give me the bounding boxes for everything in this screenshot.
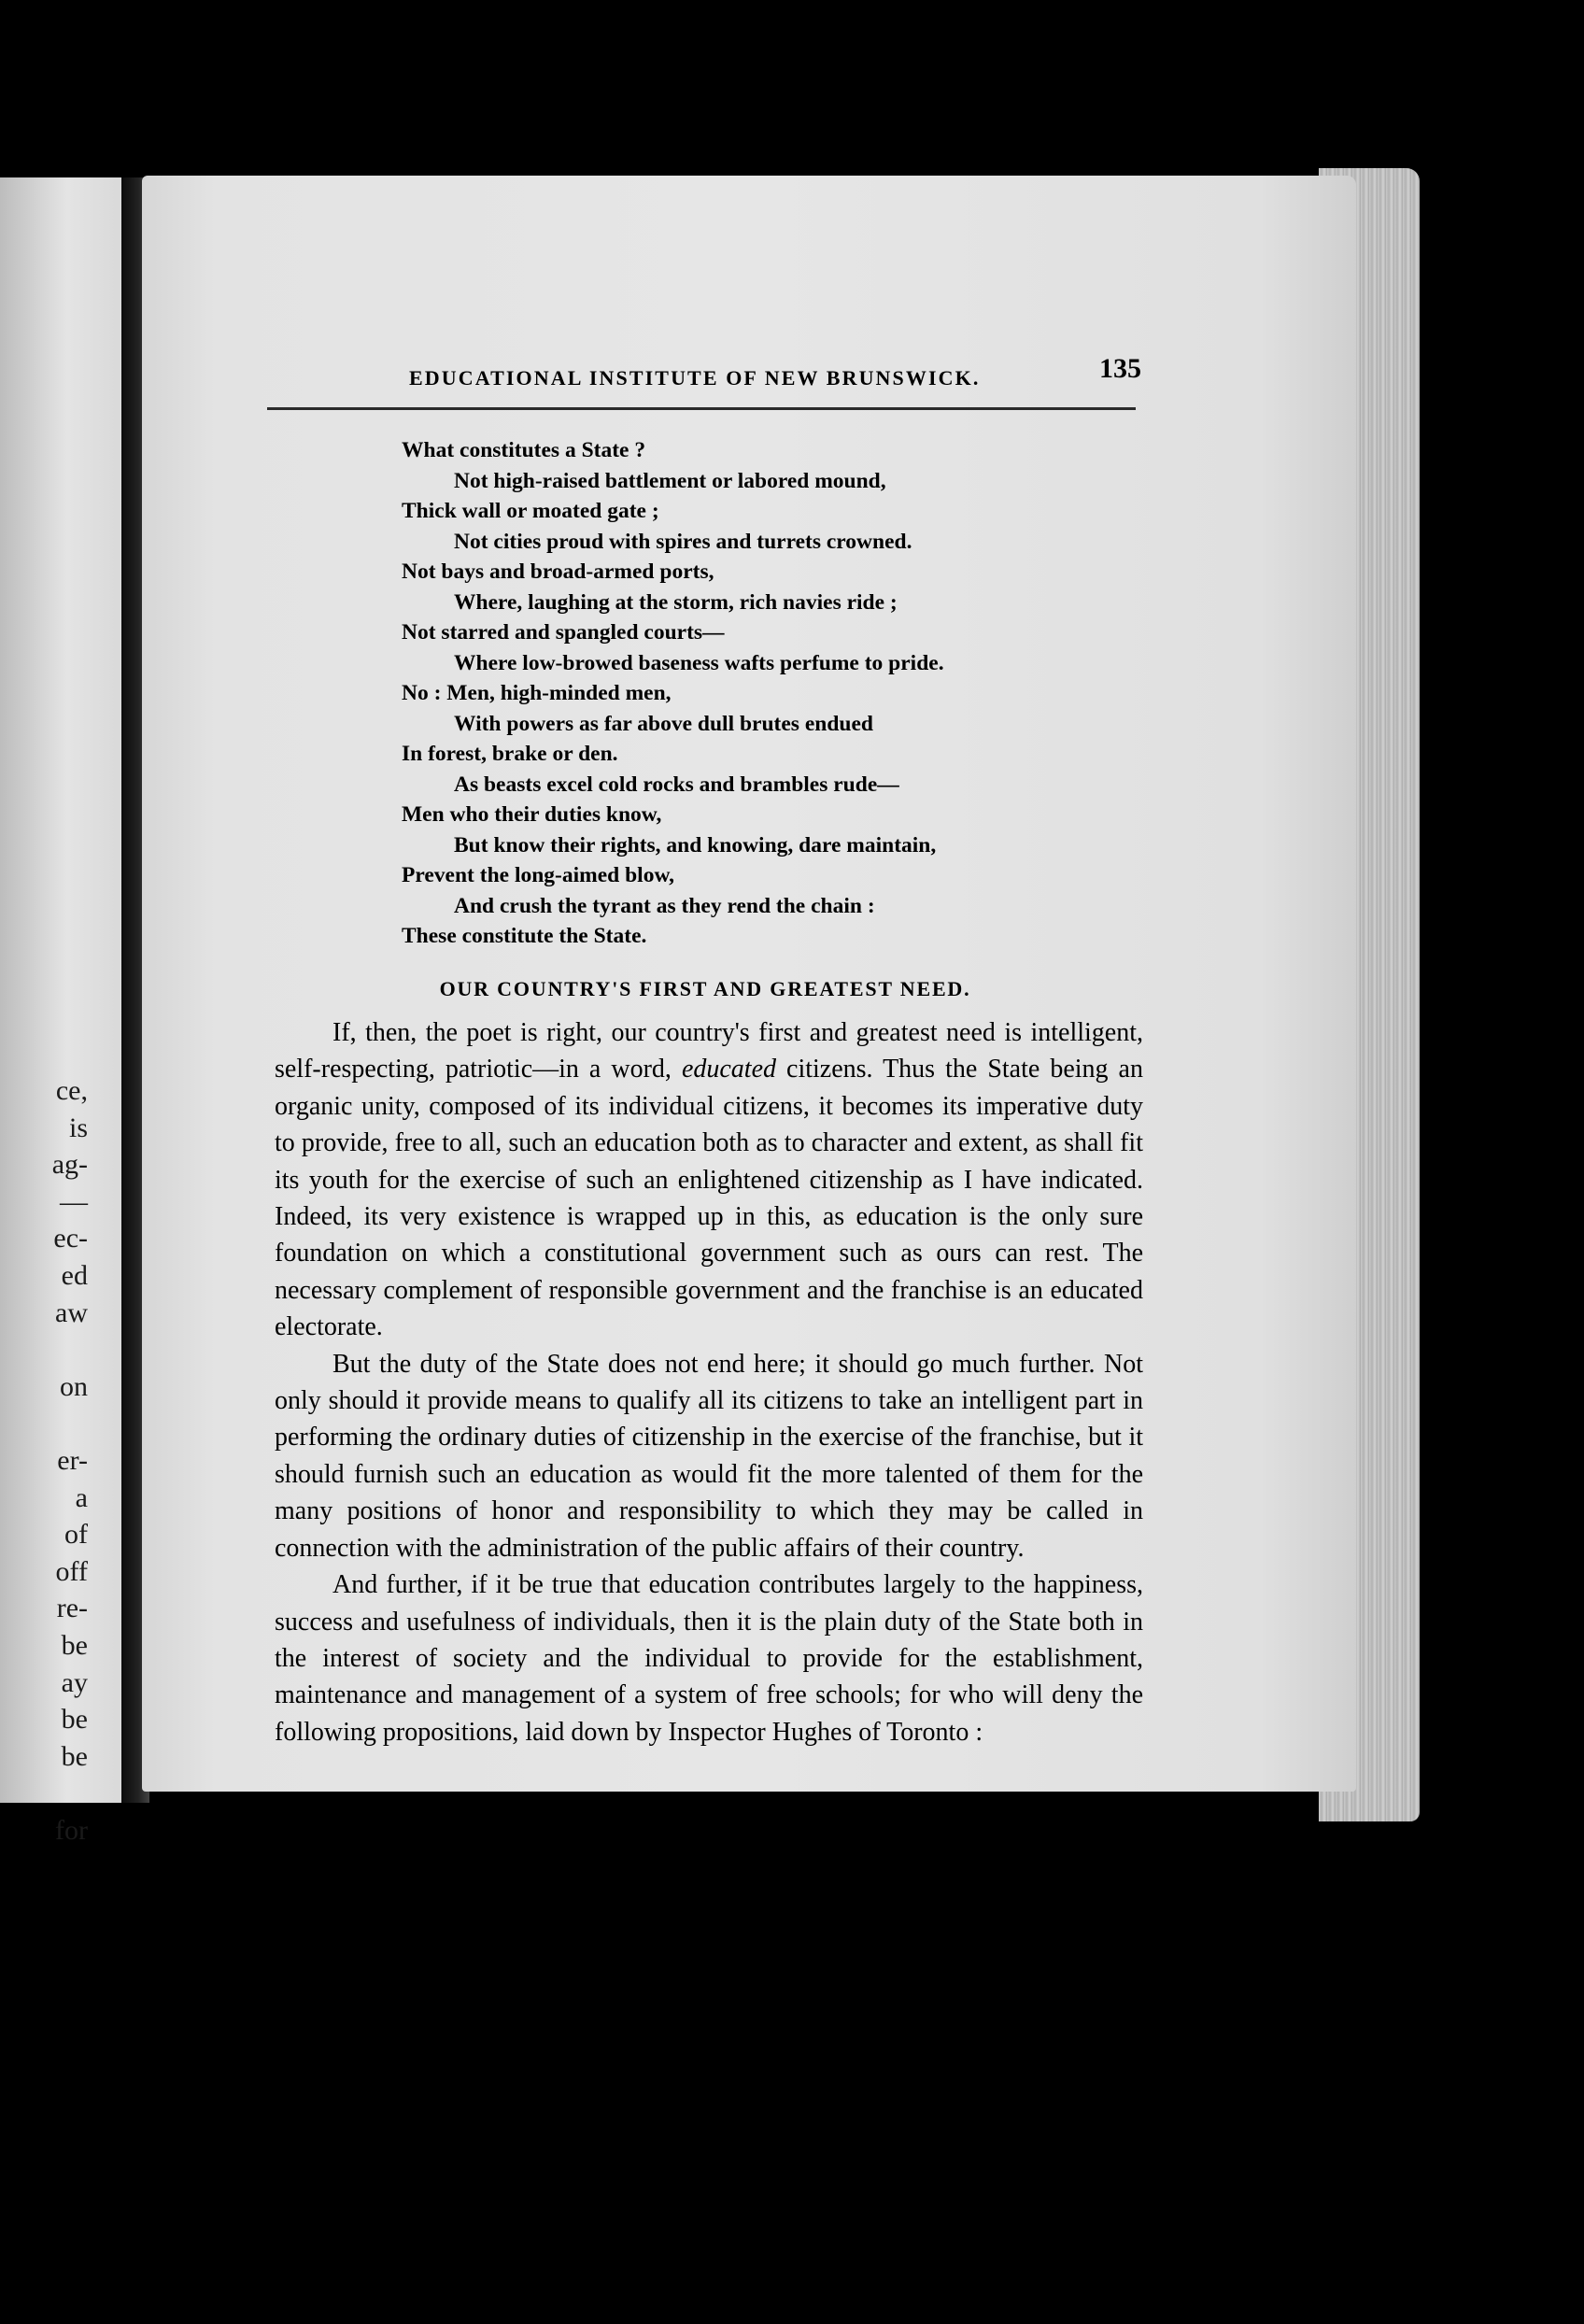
poem-line: Not starred and spangled courts— — [402, 620, 725, 645]
left-page-fragment: ce, — [55, 1075, 88, 1106]
left-page-fragment: aw — [55, 1297, 88, 1328]
poem-line: What constitutes a State ? — [402, 438, 646, 462]
poem-line: Not high-raised battlement or labored mound, — [454, 468, 886, 493]
left-page-fragment: a — [75, 1481, 88, 1513]
poem-line: Not bays and broad-armed ports, — [402, 560, 714, 584]
running-head — [271, 353, 1139, 390]
left-page-fragment: re- — [56, 1593, 88, 1624]
paragraph-1-emphasis: educated — [681, 1055, 777, 1084]
left-page-text-fragments — [0, 1072, 121, 1849]
left-page-fragment: ec- — [53, 1223, 88, 1254]
paragraph-1 — [275, 1014, 1143, 1346]
poem-line: Where low-browed baseness wafts perfume to pride. — [454, 650, 944, 675]
left-page-fragment — [0, 1775, 121, 1812]
left-page-fragment: be — [61, 1629, 88, 1661]
left-page-fragment: off — [55, 1555, 88, 1587]
poem — [402, 435, 1149, 952]
poem-line: As beasts excel cold rocks and brambles rude— — [454, 772, 899, 797]
section-heading: OUR COUNTRY'S FIRST AND GREATEST NEED. — [439, 977, 971, 1000]
poem-line: Where, laughing at the storm, rich navies ride ; — [454, 589, 898, 615]
left-page-fragment: be — [61, 1740, 88, 1772]
left-page-fragment: of — [64, 1519, 88, 1551]
paragraph-2: But the duty of the State does not end here; it should go much further. Not only should it provide means to qualify all its citizens to take an intelligent part in performing the ordinary duties of citizenship in the exercise of the franchise, but it should furnish such an education as would fit the more talented of them for the many positions of honor and responsibility to which they may be called in connection with the administration of the public affairs of their country. — [275, 1349, 1143, 1563]
left-page-fragment: is — [68, 1112, 88, 1143]
running-title: EDUCATIONAL INSTITUTE OF NEW BRUNSWICK. — [409, 366, 981, 390]
poem-line: With powers as far above dull brutes endued — [454, 711, 873, 736]
left-page-fragment — [0, 1405, 121, 1442]
left-page-fragment: be — [61, 1704, 88, 1736]
left-page-fragment: for — [55, 1814, 88, 1846]
left-page-fragment — [0, 1331, 121, 1368]
left-page-fragment: er- — [57, 1444, 88, 1476]
body-text — [275, 1014, 1143, 1750]
poem-line: Thick wall or moated gate ; — [402, 499, 659, 523]
paragraph-3: And further, if it be true that education contributes largely to the happiness, success and usefulness of individuals, then it is the plain duty of the State both in the interest of society and the individual to provide for the establishment, maintenance and management of a system of free schools; for who will deny the following propositions, laid down by Inspector Hughes of Toronto : — [275, 1570, 1143, 1747]
left-page-fragment: on — [60, 1370, 88, 1402]
poem-line: Men who their duties know, — [402, 802, 662, 827]
page-number: 135 — [1099, 353, 1141, 384]
header-rule — [267, 407, 1136, 410]
poem-line: Prevent the long-aimed blow, — [402, 863, 674, 887]
poem-line: In forest, brake or den. — [402, 742, 618, 766]
poem-line: And crush the tyrant as they rend the chain : — [454, 893, 875, 918]
left-page-fragment: ay — [61, 1666, 88, 1698]
paragraph-1-part-b: citizens. Thus the State being an organic unity, composed of its individual citizens, it becomes its imperative duty to provide, free to all, such an education both as to character and extent, as shall fit its youth for the exercise of such an enlightened citizenship as I have indicated. Indeed, its very existence is wrapped up in this, as education is the only sure foundation on which a constitutional government such as ours can rest. The necessary complement of responsible government and the franchise is an educated electorate. — [275, 1055, 1143, 1342]
poem-line: Not cities proud with spires and turrets crowned. — [454, 529, 912, 554]
left-page-fragment: ag- — [51, 1149, 88, 1181]
poem-line: No : Men, high-minded men, — [402, 681, 672, 705]
left-page-fragment: — — [60, 1185, 88, 1217]
paragraph-1-part-a: If, then, the poet is right, our country's first and greatest need is intelligent, self-respecting, patriotic—in a word, — [275, 1018, 1143, 1084]
left-page-fragment: ed — [61, 1259, 88, 1291]
poem-line: But know their rights, and knowing, dare maintain, — [454, 832, 937, 857]
poem-line: These constitute the State. — [402, 924, 647, 948]
